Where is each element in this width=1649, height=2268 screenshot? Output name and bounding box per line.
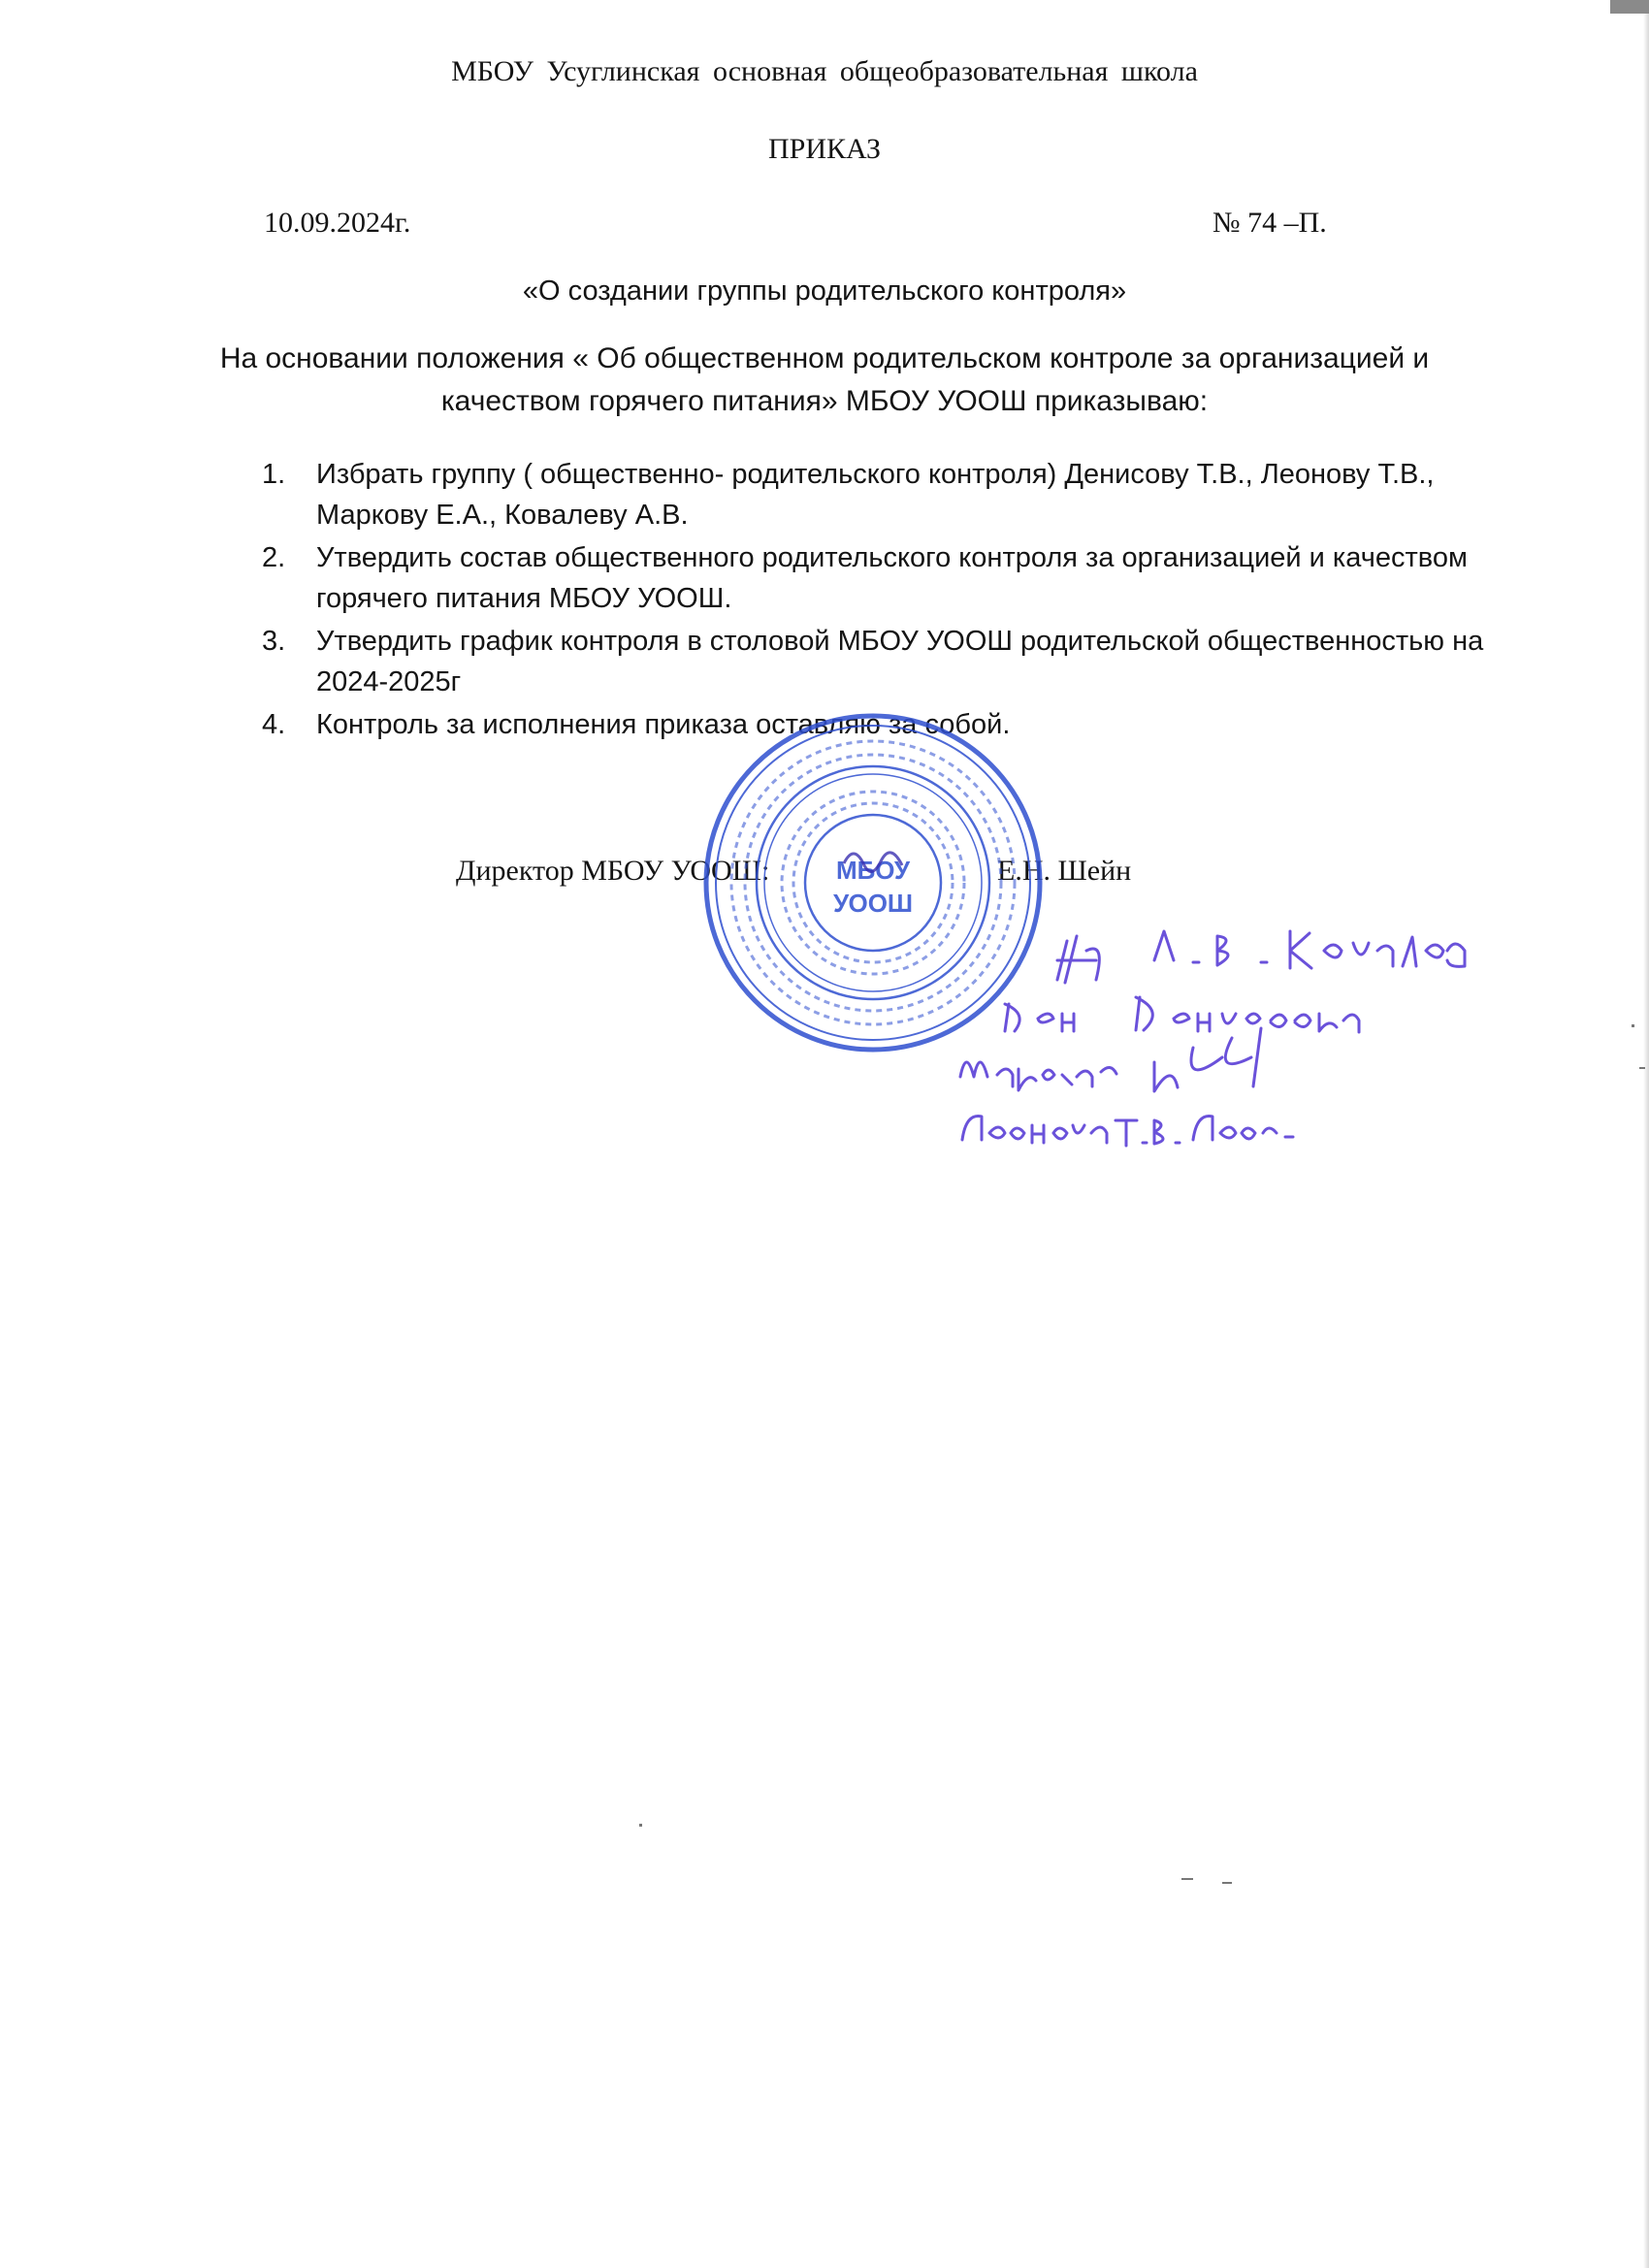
item-number: 3. [262, 626, 286, 657]
handwritten-signatures [951, 892, 1591, 1203]
basis-line-1: На основании положения « Об общественном родительском контроле за организацией и [219, 342, 1430, 374]
list-item [262, 537, 1484, 619]
document-title: ПРИКАЗ [768, 133, 881, 165]
order-date: 10.09.2024г. [264, 207, 411, 239]
list-item [262, 454, 1484, 535]
item-text: Утвердить состав общественного родительского контроля за организацией и качеством горячего питания МБОУ УООШ. [316, 542, 1468, 614]
basis-line-2: качеством горячего питания» МБОУ УООШ приказываю: [440, 385, 1209, 417]
scan-speck [1222, 1882, 1232, 1884]
svg-text:МБОУ: МБОУ [835, 856, 911, 885]
scan-corner-mark [1610, 0, 1649, 14]
scan-speck [639, 1824, 642, 1827]
scan-speck [1181, 1878, 1193, 1880]
order-number: № 74 –П. [1212, 207, 1327, 239]
school-name: МБОУ Усуглинская основная общеобразовательная школа [451, 55, 1198, 87]
scan-speck [1632, 1024, 1634, 1027]
director-label: Директор МБОУ УООШ: [456, 855, 770, 887]
item-text: Утвердить график контроля в столовой МБОУ УООШ родительской общественностью на 2024-2025г [316, 626, 1484, 697]
item-text: Контроль за исполнения приказа оставляю за собой. [316, 709, 1011, 740]
item-number: 1. [262, 459, 286, 490]
director-name: Е.Н. Шейн [997, 855, 1132, 887]
item-text: Избрать группу ( общественно- родительского контроля) Денисову Т.В., Леонову Т.В., Маркову Е.А., Ковалеву А.В. [316, 459, 1435, 531]
scan-speck [1639, 1067, 1645, 1069]
item-number: 4. [262, 709, 286, 740]
list-item [262, 621, 1484, 702]
order-subject: «О создании группы родительского контроля» [522, 275, 1127, 307]
svg-text:УООШ: УООШ [832, 889, 914, 918]
scan-edge [1643, 0, 1649, 2268]
item-number: 2. [262, 542, 286, 573]
order-items-list [262, 454, 1484, 747]
